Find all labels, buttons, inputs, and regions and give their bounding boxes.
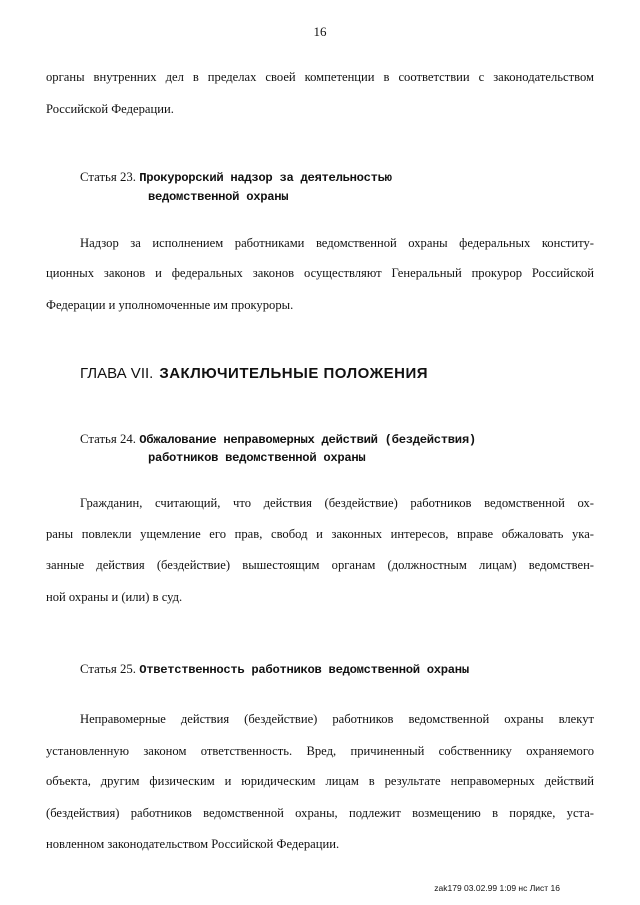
article-24-heading [80,430,476,449]
article-24-body-line-4: ной охраны и (или) в суд. [46,590,183,604]
article-24-title-line-2: работников ведомственной охраны [148,451,366,465]
page-footer: zak179 03.02.99 1:09 нс Лист 16 [434,883,560,893]
article-23-title-line-2: ведомственной охраны [148,190,289,204]
article-23-title-line-1: Прокурорский надзор за деятельностью [139,171,392,185]
article-25-body-line-1: Неправомерные действия (бездействие) работников ведомственной охраны влекут [80,712,594,726]
article-25-body-line-5: новленном законодательством Российской Федерации. [46,837,340,851]
article-25-body-line-3: объекта, другим физическим и юридическим лицам в результате неправомерных действий [46,774,594,788]
article-24-body-line-1: Гражданин, считающий, что действия (бездействие) работников ведомственной ох- [80,496,594,510]
chapter-7-heading [80,365,428,382]
article-24-label: Статья 24. [80,432,136,446]
article-23-label: Статья 23. [80,170,136,184]
article-23-body-line-2: ционных законов и федеральных законов осуществляют Генеральный прокурор Российской [46,266,594,280]
article-23-body-line-3: Федерации и уполномоченные им прокуроры. [46,298,294,312]
article-25-body-line-4: (бездействия) работников ведомственной охраны, подлежит возмещению в порядке, уста- [46,806,594,820]
article-25-body-line-2: установленную законом ответственность. Вред, причиненный собственнику охраняемого [46,744,594,758]
article-24-title-cont [148,448,365,467]
page-number: 16 [313,24,327,39]
article-24-title-line-1: Обжалование неправомерных действий (бездействия) [139,433,476,447]
article-25-title-line-1: Ответственность работников ведомственной охраны [139,663,469,677]
article-23-body-line-1: Надзор за исполнением работниками ведомственной охраны федеральных конститу- [80,236,594,250]
article-23-heading [80,168,392,187]
article-25-label: Статья 25. [80,662,136,676]
chapter-7-label: ГЛАВА VII. [80,365,154,382]
chapter-7-title: ЗАКЛЮЧИТЕЛЬНЫЕ ПОЛОЖЕНИЯ [159,365,429,382]
intro-line-1: органы внутренних дел в пределах своей компетенции в соответствии с законодательством [46,70,594,84]
article-24-body-line-2: раны повлекли ущемление его прав, свобод и законных интересов, вправе обжаловать ука- [46,527,594,541]
article-25-heading [80,660,469,679]
article-24-body-line-3: занные действия (бездействие) вышестоящим органам (должностным лицам) ведомствен- [46,558,594,572]
article-23-title-cont [148,187,288,206]
intro-line-2: Российской Федерации. [46,102,174,116]
